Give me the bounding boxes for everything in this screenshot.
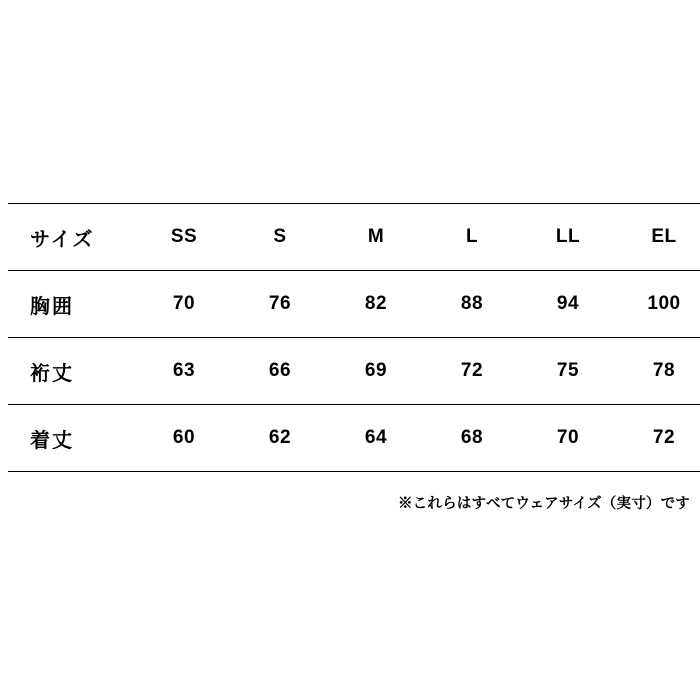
cell-chest-l: 88 — [424, 271, 520, 338]
cell-sleeve-el: 78 — [616, 338, 700, 405]
header-cell-m: M — [328, 204, 424, 271]
row-label-chest: 胸囲 — [8, 271, 136, 338]
size-table-container — [8, 203, 692, 472]
table-row — [8, 405, 700, 472]
cell-sleeve-m: 69 — [328, 338, 424, 405]
cell-chest-el: 100 — [616, 271, 700, 338]
header-cell-el: EL — [616, 204, 700, 271]
cell-chest-m: 82 — [328, 271, 424, 338]
cell-length-m: 64 — [328, 405, 424, 472]
cell-chest-ll: 94 — [520, 271, 616, 338]
cell-length-ll: 70 — [520, 405, 616, 472]
cell-chest-s: 76 — [232, 271, 328, 338]
table-header-row — [8, 204, 700, 271]
cell-sleeve-s: 66 — [232, 338, 328, 405]
cell-length-el: 72 — [616, 405, 700, 472]
size-table — [8, 203, 700, 472]
cell-length-ss: 60 — [136, 405, 232, 472]
row-label-length: 着丈 — [8, 405, 136, 472]
header-cell-ll: LL — [520, 204, 616, 271]
row-label-sleeve: 裄丈 — [8, 338, 136, 405]
cell-sleeve-l: 72 — [424, 338, 520, 405]
cell-length-l: 68 — [424, 405, 520, 472]
cell-sleeve-ss: 63 — [136, 338, 232, 405]
table-row — [8, 338, 700, 405]
header-cell-size: サイズ — [8, 204, 136, 271]
header-cell-l: L — [424, 204, 520, 271]
cell-chest-ss: 70 — [136, 271, 232, 338]
cell-sleeve-ll: 75 — [520, 338, 616, 405]
header-cell-s: S — [232, 204, 328, 271]
header-cell-ss: SS — [136, 204, 232, 271]
size-note: ※これらはすべてウェアサイズ（実寸）です — [398, 496, 690, 512]
cell-length-s: 62 — [232, 405, 328, 472]
table-row — [8, 271, 700, 338]
